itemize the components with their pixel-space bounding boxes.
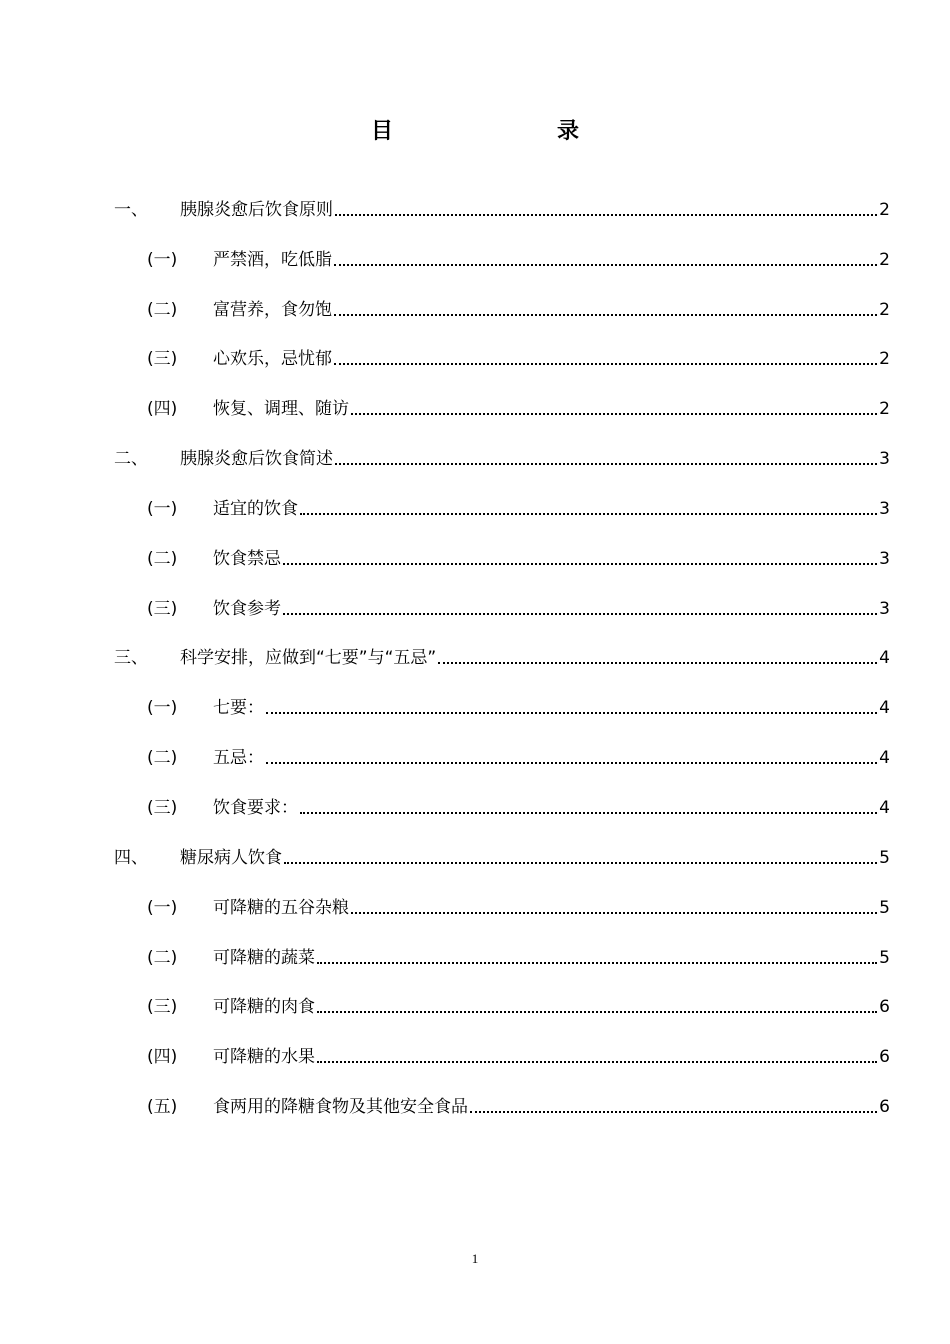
toc-entry[interactable] — [114, 970, 890, 1020]
toc-dot-leader — [266, 762, 877, 764]
toc-entry-number: (二) — [147, 299, 178, 320]
toc-entry-label: 可降糖的水果 — [213, 1047, 315, 1068]
toc-dot-leader — [300, 812, 877, 814]
toc-dot-leader — [266, 712, 877, 714]
toc-entry[interactable] — [114, 870, 890, 920]
toc-entry-label: 可降糖的五谷杂粮 — [213, 897, 349, 918]
toc-entry-number: 四、 — [114, 847, 148, 868]
toc-entry-label: 胰腺炎愈后饮食简述 — [180, 449, 333, 470]
toc-entry[interactable] — [114, 920, 890, 970]
toc-entry-page-number: 2 — [879, 399, 890, 420]
toc-entry-number: (二) — [147, 748, 178, 769]
toc-entry-page-number: 3 — [879, 498, 890, 519]
toc-entry[interactable] — [114, 770, 890, 820]
toc-entry[interactable] — [114, 371, 890, 421]
page-number: 1 — [471, 1251, 479, 1266]
toc-entry-number: (二) — [147, 947, 178, 968]
toc-entry[interactable] — [114, 720, 890, 770]
toc-entry[interactable] — [114, 172, 890, 222]
toc-dot-leader — [470, 1111, 877, 1113]
toc-entry-page-number: 5 — [879, 847, 890, 868]
toc-entry-label: 适宜的饮食 — [213, 498, 298, 519]
toc-entry[interactable] — [114, 670, 890, 720]
page-title — [0, 114, 950, 145]
toc-entry-number: 一、 — [114, 199, 148, 220]
table-of-contents — [114, 172, 890, 1119]
title-char-2: 录 — [557, 119, 580, 144]
toc-entry-page-number: 6 — [879, 997, 890, 1018]
toc-dot-leader — [334, 264, 877, 266]
toc-entry-number: 三、 — [114, 648, 148, 669]
toc-entry[interactable] — [114, 322, 890, 372]
toc-entry[interactable] — [114, 471, 890, 521]
toc-entry-label: 糖尿病人饮食 — [180, 847, 282, 868]
toc-dot-leader — [334, 363, 877, 365]
toc-entry-page-number: 6 — [879, 1097, 890, 1118]
toc-entry-page-number: 4 — [879, 797, 890, 818]
toc-entry-page-number: 2 — [879, 199, 890, 220]
toc-entry-label: 恢复、调理、随访 — [213, 399, 349, 420]
toc-entry-label: 富营养，食勿饱 — [213, 299, 332, 320]
toc-entry-label: 七要： — [213, 698, 264, 719]
toc-entry-page-number: 5 — [879, 947, 890, 968]
toc-entry-number: (一) — [147, 498, 178, 519]
toc-entry-label: 可降糖的肉食 — [213, 997, 315, 1018]
toc-dot-leader — [317, 962, 877, 964]
toc-entry-page-number: 6 — [879, 1047, 890, 1068]
toc-entry-page-number: 4 — [879, 698, 890, 719]
toc-entry[interactable] — [114, 421, 890, 471]
toc-entry[interactable] — [114, 571, 890, 621]
toc-dot-leader — [300, 513, 877, 515]
toc-entry-number: 二、 — [114, 449, 148, 470]
toc-dot-leader — [351, 413, 877, 415]
toc-entry-label: 胰腺炎愈后饮食原则 — [180, 199, 333, 220]
toc-entry-label: 饮食参考 — [213, 598, 281, 619]
toc-entry-label: 可降糖的蔬菜 — [213, 947, 315, 968]
toc-entry-number: (四) — [147, 1047, 178, 1068]
toc-entry[interactable] — [114, 621, 890, 671]
toc-dot-leader — [283, 613, 877, 615]
toc-dot-leader — [284, 862, 877, 864]
toc-dot-leader — [283, 563, 877, 565]
toc-dot-leader — [438, 662, 877, 664]
toc-entry[interactable] — [114, 820, 890, 870]
toc-entry-page-number: 4 — [879, 648, 890, 669]
toc-entry-number: (三) — [147, 997, 178, 1018]
toc-entry-page-number: 3 — [879, 548, 890, 569]
toc-entry-label: 食两用的降糖食物及其他安全食品 — [213, 1097, 468, 1118]
toc-entry[interactable] — [114, 222, 890, 272]
toc-entry-number: (一) — [147, 897, 178, 918]
toc-dot-leader — [334, 314, 877, 316]
toc-entry-label: 饮食要求： — [213, 797, 298, 818]
toc-entry[interactable] — [114, 1069, 890, 1119]
toc-entry[interactable] — [114, 272, 890, 322]
toc-dot-leader — [317, 1011, 877, 1013]
toc-entry-page-number: 2 — [879, 349, 890, 370]
toc-entry-page-number: 5 — [879, 897, 890, 918]
toc-entry-label: 科学安排，应做到“七要”与“五忌” — [180, 648, 437, 669]
toc-entry-number: (三) — [147, 598, 178, 619]
toc-entry-number: (三) — [147, 797, 178, 818]
title-char-1: 目 — [370, 119, 393, 144]
toc-entry-page-number: 2 — [879, 249, 890, 270]
toc-entry-label: 五忌： — [213, 748, 264, 769]
toc-entry-label: 严禁酒，吃低脂 — [213, 249, 332, 270]
toc-entry-number: (三) — [147, 349, 178, 370]
toc-entry-number: (五) — [147, 1097, 178, 1118]
toc-dot-leader — [351, 912, 877, 914]
toc-dot-leader — [335, 214, 877, 216]
toc-entry-label: 心欢乐，忌忧郁 — [213, 349, 332, 370]
toc-entry-number: (二) — [147, 548, 178, 569]
toc-entry[interactable] — [114, 521, 890, 571]
toc-dot-leader — [317, 1061, 877, 1063]
toc-entry-page-number: 3 — [879, 449, 890, 470]
toc-entry-number: (一) — [147, 698, 178, 719]
toc-dot-leader — [335, 463, 877, 465]
toc-entry-label: 饮食禁忌 — [213, 548, 281, 569]
toc-entry-number: (一) — [147, 249, 178, 270]
toc-entry-page-number: 4 — [879, 748, 890, 769]
toc-entry-page-number: 2 — [879, 299, 890, 320]
toc-entry-number: (四) — [147, 399, 178, 420]
toc-entry[interactable] — [114, 1019, 890, 1069]
toc-entry-page-number: 3 — [879, 598, 890, 619]
